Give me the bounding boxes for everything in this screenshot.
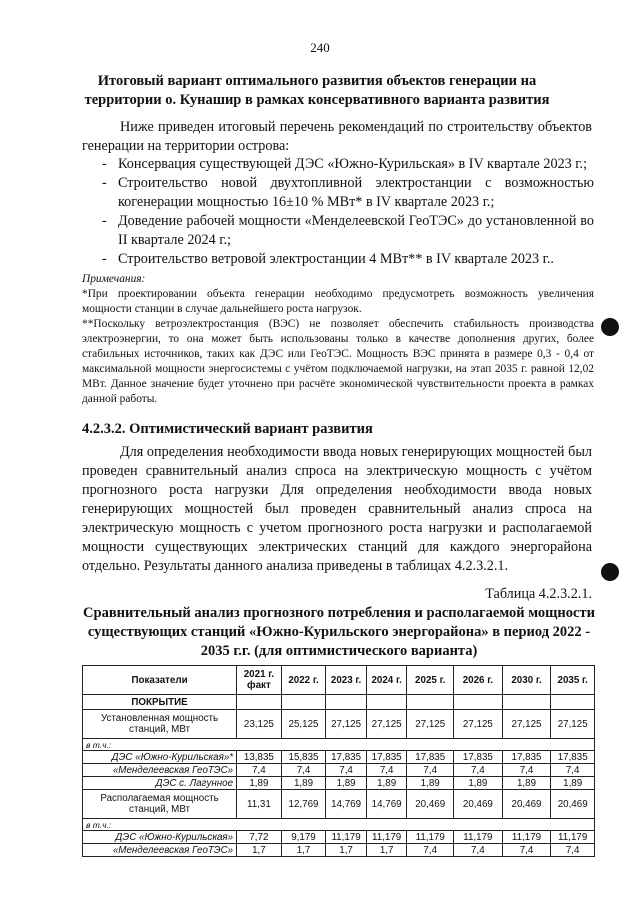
row-label: «Менделеевская ГеоТЭС»	[83, 844, 237, 857]
table-cell: 20,469	[407, 790, 454, 819]
table-cell: 12,769	[281, 790, 326, 819]
capacity-table	[82, 665, 595, 857]
column-header: Показатели	[83, 666, 237, 695]
table-cell: 17,835	[502, 751, 551, 764]
notes-label: Примечания:	[82, 273, 146, 285]
table-cell: 23,125	[237, 710, 282, 739]
table-cell: 1,89	[281, 777, 326, 790]
table-cell: 17,835	[407, 751, 454, 764]
table-row	[83, 844, 595, 857]
sub-label: в т.ч.:	[83, 819, 595, 831]
table-cell: 1,89	[551, 777, 595, 790]
table-cell: 1,7	[366, 844, 407, 857]
table-section-row	[83, 695, 595, 710]
table-row	[83, 710, 595, 739]
table-cell: 1,89	[502, 777, 551, 790]
table-cell: 1,7	[237, 844, 282, 857]
table-cell: 7,4	[366, 764, 407, 777]
table-cell: 7,4	[502, 844, 551, 857]
table-cell: 1,7	[326, 844, 367, 857]
column-header: 2030 г.	[502, 666, 551, 695]
note-1: *При проектировании объекта генерации необходимо предусмотреть возможность увеличения мощности станции в случае дальнейшего роста нагрузок.	[82, 288, 594, 315]
table-cell: 17,835	[454, 751, 503, 764]
recommendations-list	[100, 155, 594, 269]
list-item: - Доведение рабочей мощности «Менделеевской ГеоТЭС» до установленной во II квартале 2024 г.;	[100, 212, 594, 250]
table-cell: 7,4	[281, 764, 326, 777]
table-cell: 27,125	[454, 710, 503, 739]
table-caption: Таблица 4.2.3.2.1.	[485, 586, 592, 602]
column-header: 2025 г.	[407, 666, 454, 695]
section-paragraph: Для определения необходимости ввода новых генерирующих мощностей был проведен сравнительный анализ спроса на электрическую мощность с учётом прогнозного роста нагрузки Для определения необходимости ввода новых генерирующих мощностей был проведен сравнительный анализ спроса на электрическую мощность с учетом прогнозного роста нагрузки и располагаемой мощности существующих электрических станций для каждого энергорайона отдельно. Результаты данного анализа приведены в таблицах 4.2.3.2.1.	[82, 444, 592, 574]
table-cell: 11,179	[551, 831, 595, 844]
table-cell: 27,125	[551, 710, 595, 739]
table-cell: 17,835	[326, 751, 367, 764]
table-cell: 20,469	[551, 790, 595, 819]
table-cell: 17,835	[366, 751, 407, 764]
table-cell: 11,179	[454, 831, 503, 844]
table-cell: 14,769	[326, 790, 367, 819]
table-cell: 25,125	[281, 710, 326, 739]
row-label: «Менделеевская ГеоТЭС»	[83, 764, 237, 777]
section-label: ПОКРЫТИЕ	[83, 695, 237, 710]
table-cell: 1,89	[326, 777, 367, 790]
table-cell: 7,72	[237, 831, 282, 844]
table-subheading-row	[83, 819, 595, 831]
table-cell: 11,179	[502, 831, 551, 844]
note-2: **Поскольку ветроэлектростанция (ВЭС) не позволяет обеспечить стабильность производства электроэнергии, то она может быть использованы только в качестве дополнения других, более стабильных источников, таких как ДЭС или ГеоТЭС. Мощность ВЭС принята в размере 0,3 - 0,4 от максимальной мощности энергосистемы с учётом подключаемой нагрузки, на этап 2035 г. равной 12,02 МВт. Данное значение будет уточнено при расчёте экономической чувствительности проекта в рамках данной работы.	[82, 318, 594, 405]
table-cell: 11,179	[407, 831, 454, 844]
page-number: 240	[310, 40, 330, 55]
table-cell: 1,89	[454, 777, 503, 790]
table-cell: 13,835	[237, 751, 282, 764]
table-cell: 7,4	[502, 764, 551, 777]
table-cell: 20,469	[454, 790, 503, 819]
table-cell: 7,4	[454, 764, 503, 777]
list-item: - Строительство новой двухтопливной электростанции с возможностью когенерации мощностью 16±10 % МВт* в IV квартале 2023 г.;	[100, 174, 594, 212]
table-row	[83, 777, 595, 790]
list-item: - Консервация существующей ДЭС «Южно-Курильская» в IV квартале 2023 г.;	[100, 155, 594, 174]
row-label: ДЭС «Южно-Курильская»	[83, 831, 237, 844]
table-cell: 7,4	[326, 764, 367, 777]
table-cell: 17,835	[551, 751, 595, 764]
list-item: - Строительство ветровой электростанции 4 МВт** в IV квартале 2023 г..	[100, 250, 594, 269]
table-header-row	[83, 666, 595, 695]
table-cell: 1,89	[237, 777, 282, 790]
table-row	[83, 751, 595, 764]
table-cell: 27,125	[407, 710, 454, 739]
table-row	[83, 831, 595, 844]
row-label: Установленная мощность станций, МВт	[83, 710, 237, 739]
table-cell: 14,769	[366, 790, 407, 819]
row-label: ДЭС «Южно-Курильская»*	[83, 751, 237, 764]
table-row	[83, 764, 595, 777]
punch-hole-mark	[601, 318, 619, 336]
section-heading: 4.2.3.2. Оптимистический вариант развития	[82, 421, 373, 437]
row-label: ДЭС с. Лагунное	[83, 777, 237, 790]
column-header: 2024 г.	[366, 666, 407, 695]
table-cell: 11,179	[366, 831, 407, 844]
main-heading: Итоговый вариант оптимального развития объектов генерации на территории о. Кунашир в рамках консервативного варианта развития	[84, 73, 550, 108]
table-row	[83, 790, 595, 819]
table-title: Сравнительный анализ прогнозного потребления и располагаемой мощности существующих станций «Южно-Курильского энергорайона» в период 2022 - 2035 г.г. (для оптимистического варианта)	[83, 605, 595, 659]
notes-block	[82, 272, 594, 407]
intro-paragraph: Ниже приведен итоговый перечень рекомендаций по строительству объектов генерации на территории острова:	[82, 119, 592, 154]
column-header: 2021 г. факт	[237, 666, 282, 695]
column-header: 2022 г.	[281, 666, 326, 695]
table-cell: 27,125	[366, 710, 407, 739]
table-cell: 27,125	[326, 710, 367, 739]
table-cell: 1,89	[407, 777, 454, 790]
table-cell: 27,125	[502, 710, 551, 739]
table-cell: 1,7	[281, 844, 326, 857]
table-cell: 9,179	[281, 831, 326, 844]
table-cell: 7,4	[454, 844, 503, 857]
column-header: 2026 г.	[454, 666, 503, 695]
column-header: 2023 г.	[326, 666, 367, 695]
table-cell: 7,4	[407, 764, 454, 777]
table-cell: 20,469	[502, 790, 551, 819]
table-subheading-row	[83, 739, 595, 751]
table-cell: 15,835	[281, 751, 326, 764]
punch-hole-mark	[601, 563, 619, 581]
table-cell: 7,4	[551, 844, 595, 857]
table-cell: 7,4	[551, 764, 595, 777]
table-cell: 1,89	[366, 777, 407, 790]
table-cell: 7,4	[407, 844, 454, 857]
table-cell: 7,4	[237, 764, 282, 777]
sub-label: в т.ч.:	[83, 739, 595, 751]
column-header: 2035 г.	[551, 666, 595, 695]
table-cell: 11,31	[237, 790, 282, 819]
row-label: Располагаемая мощность станций, МВт	[83, 790, 237, 819]
table-cell: 11,179	[326, 831, 367, 844]
